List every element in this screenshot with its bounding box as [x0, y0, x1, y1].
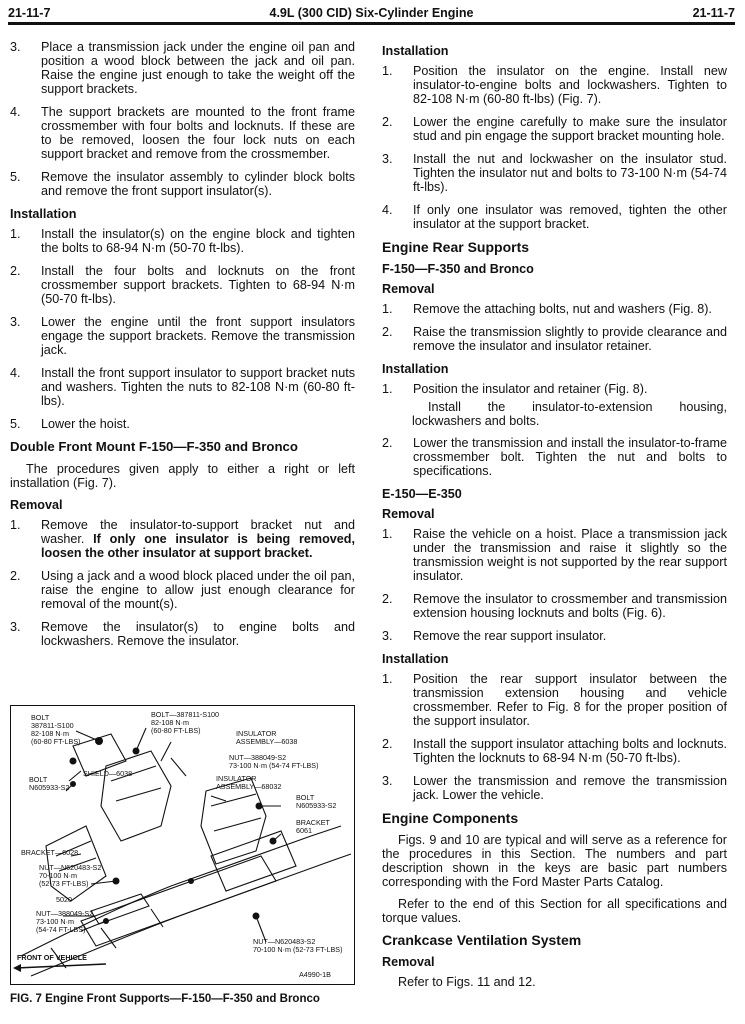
step-number: 5. — [10, 417, 21, 431]
step-number: 4. — [382, 203, 393, 217]
step-text: Lower the engine carefully to make sure the insulator stud and pin engage the support bracket mounting hole. — [413, 115, 727, 143]
label-bolt-387811: BOLT 387811-S100 82-108 N·m (60-80 FT-LBS) — [31, 713, 81, 746]
step-number: 1. — [382, 64, 393, 78]
step-text: Remove the insulator assembly to cylinder block bolts and remove the front support insulator(s). — [41, 170, 355, 198]
installation3-step — [382, 737, 727, 765]
e150-heading: E-150—E-350 — [382, 487, 462, 501]
label-bracket-6061: BRACKET 6061 — [296, 818, 330, 835]
label-bolt-n605933-right: BOLT N605933-S2 — [296, 793, 337, 810]
crankcase-ventilation-heading: Crankcase Ventilation System — [382, 932, 582, 948]
step-number: 2. — [382, 592, 393, 606]
removal-step — [382, 325, 727, 353]
page-number-left: 21-11-7 — [8, 6, 51, 20]
insulator-6038 — [101, 751, 171, 841]
step-number: 1. — [382, 382, 393, 396]
step-number: 3. — [382, 629, 393, 643]
label-bolt-top: BOLT—387811-S100 82-108 N·m (60-80 FT-LBS) — [151, 710, 220, 735]
step-text: Remove the attaching bolts, nut and washers (Fig. 8). — [413, 302, 712, 316]
engine-components-heading: Engine Components — [382, 810, 519, 826]
step-number: 1. — [10, 227, 21, 241]
page-number-right: 21-11-7 — [692, 6, 735, 20]
label-shield: SHIELD—6038 — [83, 769, 133, 778]
step-text: Using a jack and a wood block placed under the oil pan, raise the engine to allow just enough clearance for removal of the mount(s). — [41, 569, 355, 611]
step-number: 2. — [10, 569, 21, 583]
f150-heading: F-150—F-350 and Bronco — [382, 262, 534, 276]
removal4-heading: Removal — [382, 955, 435, 969]
step-number: 2. — [382, 436, 393, 450]
label-insulator-6038: INSULATOR ASSEMBLY—6038 — [236, 729, 298, 746]
step-text: Remove the insulator(s) to engine bolts and lockwashers. Remove the insulator. — [41, 620, 355, 648]
installation-heading: Installation — [382, 44, 449, 58]
engine-rear-supports-heading: Engine Rear Supports — [382, 239, 530, 255]
front-arrow-head — [13, 964, 21, 972]
right-column — [382, 44, 727, 997]
removal3-step — [382, 629, 727, 643]
engine-components-note: Refer to the end of this Section for all specifications and torque values. — [382, 897, 727, 925]
installation-step — [10, 264, 355, 306]
step-number: 2. — [382, 737, 393, 751]
label-nut-n620483-right: NUT—N620483-S2 70-100 N·m (52-73 FT-LBS) — [253, 937, 343, 954]
step-number: 4. — [10, 366, 21, 380]
step-text: Position the insulator on the engine. Install new insulator-to-engine bolts and lockwashers. Tighten to 82-108 N·m (60-80 ft-lbs) (Fig. 7). — [413, 64, 727, 106]
step-number: 3. — [382, 152, 393, 166]
step-text: Install the four bolts and locknuts on the front crossmember support brackets. Tighten to 68-94 N·m (50-70 ft-lbs). — [41, 264, 355, 306]
step-text: If only one insulator was removed, tighten the other insulator at the support bracket. — [413, 203, 727, 231]
removal2-step — [10, 569, 355, 611]
removal-step — [10, 40, 355, 96]
label-nut-388049-top: NUT—388049-S2 73-100 N·m (54-74 FT-LBS) — [229, 753, 319, 770]
installation2-step — [382, 436, 727, 478]
step-number: 1. — [382, 527, 393, 541]
step-number: 1. — [382, 302, 393, 316]
installation3-step — [382, 774, 727, 802]
installation-heading: Installation — [10, 207, 77, 221]
removal2-step — [10, 620, 355, 648]
double-front-mount-heading: Double Front Mount F-150—F-350 and Bronco — [10, 439, 298, 454]
step-number: 1. — [10, 518, 21, 532]
installation3-heading: Installation — [382, 652, 449, 666]
removal3-step — [382, 527, 727, 583]
label-5020: 5020 — [56, 895, 72, 904]
step-number: 4. — [10, 105, 21, 119]
double-front-mount-intro: The procedures given apply to either a right or left installation (Fig. 7). — [10, 462, 355, 490]
figure-caption: FIG. 7 Engine Front Supports—F-150—F-350 and Bronco — [10, 993, 320, 1005]
installation-step — [382, 152, 727, 194]
step-text: Install the insulator(s) on the engine block and tighten the bolts to 68-94 N·m (50-70 ft-lbs). — [41, 227, 355, 255]
step-text: Install the front support insulator to support bracket nuts and washers. Tighten the nuts to 82-108 N·m (60-80 ft-lbs). — [41, 366, 355, 408]
front-arrow-line — [16, 964, 106, 968]
left-column — [10, 40, 355, 657]
installation-step — [10, 366, 355, 408]
installation2-heading: Installation — [382, 362, 449, 376]
installation2-step — [382, 382, 727, 396]
step-text: Lower the transmission and remove the transmission jack. Lower the vehicle. — [413, 774, 727, 802]
engine-components-paragraph: Figs. 9 and 10 are typical and will serve as a reference for the procedures in this Section. The numbers and part description shown in the keys are basic part numbers corresponding with the Ford Master Parts Catalog. — [382, 833, 727, 889]
step-number: 1. — [382, 672, 393, 686]
step-number: 5. — [10, 170, 21, 184]
label-bracket-6028: BRACKET—6028 — [21, 848, 79, 857]
step-number: 3. — [10, 315, 21, 329]
installation2-note — [382, 400, 727, 428]
step-text: Position the rear support insulator between the transmission extension housing and vehicle crossmember. Refer to Fig. 8 for the proper position of the support insulator. — [413, 672, 727, 728]
removal-step — [10, 105, 355, 161]
step-text: Lower the transmission and install the insulator-to-frame crossmember bolt. Tighten the nut and bolts to specifications. — [413, 436, 727, 478]
label-figure-id: A4990-1B — [299, 970, 331, 979]
installation-step — [10, 417, 355, 431]
removal3-heading: Removal — [382, 507, 435, 521]
step-text: Remove the insulator to crossmember and transmission extension housing locknuts and bolts (Fig. 6). — [413, 592, 727, 620]
step-text: Install the nut and lockwasher on the insulator stud. Tighten the insulator nut and bolts to 73-100 N·m (54-74 ft-lbs). — [413, 152, 727, 194]
step-warning: If only one insulator is being removed, loosen the other insulator at support bracket. — [41, 532, 355, 560]
step-text: Lower the engine until the front support insulators engage the support brackets. Remove the transmission jack. — [41, 315, 355, 357]
installation3-step — [382, 672, 727, 728]
step-text: The support brackets are mounted to the front frame crossmember with four bolts and locknuts. If these are to be removed, loosen the four lock nuts on each support bracket and remove from the crossmember. — [41, 105, 355, 161]
label-insulator-68032: INSULATOR ASSEMBLY—68032 — [216, 774, 282, 791]
page-header — [8, 6, 735, 22]
removal-step — [382, 302, 727, 316]
installation-step — [382, 64, 727, 106]
removal2-step — [10, 518, 355, 560]
step-text: Remove the rear support insulator. — [413, 629, 607, 643]
installation-step — [382, 115, 727, 143]
step-text: Raise the transmission slightly to provide clearance and remove the insulator and insulator retainer. — [413, 325, 727, 353]
step-text: Position the insulator and retainer (Fig. 8). — [413, 382, 648, 396]
removal-heading: Removal — [382, 282, 435, 296]
removal3-step — [382, 592, 727, 620]
step-number: 3. — [382, 774, 393, 788]
label-nut-388049-bottom: NUT—388049-S2 73-100 N·m (54-74 FT-LBS) — [36, 909, 94, 934]
label-front-of-vehicle: FRONT OF VEHICLE — [17, 953, 87, 962]
note-text: Install the insulator-to-extension housing, lockwashers and bolts. — [412, 400, 727, 428]
installation-step — [10, 227, 355, 255]
removal-heading: Removal — [10, 498, 63, 512]
step-text: Remove the insulator-to-support bracket nut and washer. — [41, 518, 355, 546]
removal4-text: Refer to Figs. 11 and 12. — [398, 975, 536, 989]
page-title: 4.9L (300 CID) Six-Cylinder Engine — [269, 6, 474, 20]
label-nut-n620483-left: NUT—N620483-S2 70-100 N·m (52-73 FT-LBS) — [39, 863, 102, 888]
step-text: Lower the hoist. — [41, 417, 130, 431]
header-rule — [8, 22, 735, 25]
removal-step — [10, 170, 355, 198]
label-bolt-n605933-left: BOLT N605933-S2 — [29, 775, 70, 792]
step-number: 2. — [10, 264, 21, 278]
step-text: Place a transmission jack under the engine oil pan and position a wood block between the jack and oil pan. Raise the engine just enough to take the weight off the support brackets. — [41, 40, 355, 96]
step-number: 2. — [382, 115, 393, 129]
installation-step — [10, 315, 355, 357]
step-number: 2. — [382, 325, 393, 339]
figure-engine-front-supports — [10, 705, 355, 985]
installation-step — [382, 203, 727, 231]
step-text: Install the support insulator attaching bolts and locknuts. Tighten the locknuts to 68-94 N·m (50-70 ft-lbs). — [413, 737, 727, 765]
step-text: Raise the vehicle on a hoist. Place a transmission jack under the transmission and raise it slightly so the transmission weight is not supported by the rear support insulator. — [413, 527, 727, 583]
step-number: 3. — [10, 620, 21, 634]
crossmember — [81, 856, 276, 946]
step-number: 3. — [10, 40, 21, 54]
